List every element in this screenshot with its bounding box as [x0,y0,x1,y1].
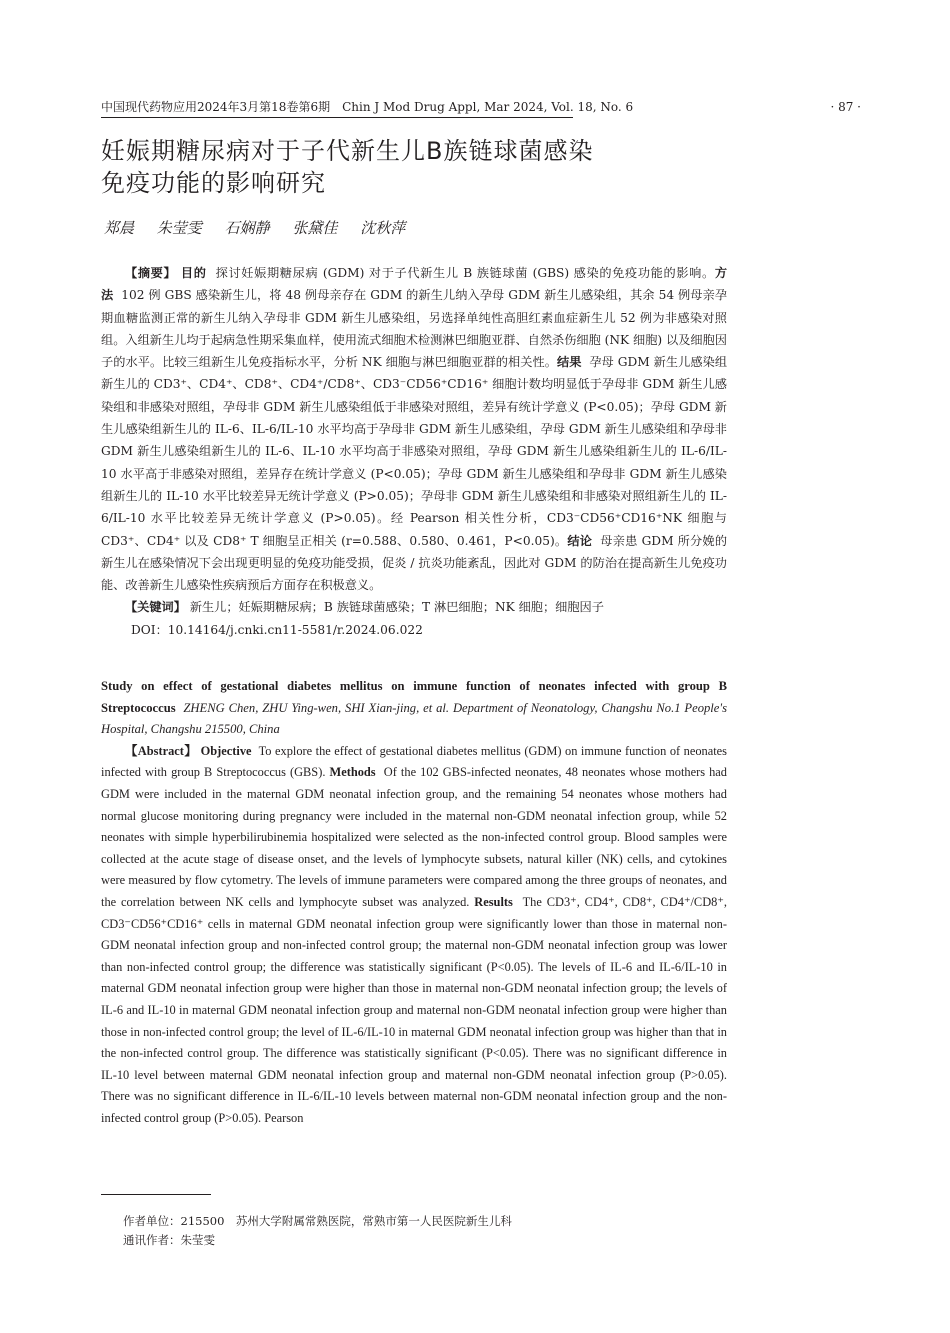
doi: DOI：10.14164/j.cnki.cn11-5581/r.2024.06.022 [131,622,423,637]
en-objective-text: To explore the effect of gestational diabetes mellitus (GDM) on immune function of neonates infected with group B Streptococcus (GBS). [101,743,728,780]
cn-methods-text: 102 例 GBS 感染新生儿，将 48 例母亲存在 GDM 的新生儿纳入孕母 GDM 新生儿感染组，其余 54 例母亲孕期血糖监测正常的新生儿纳入孕母非 GDM 新生儿感染组，另选择单纯性高胆红素血症新生儿 52 例为非感染对照组。入组新生儿均于起病急性期采集血样，使用流式细胞术检测淋巴细胞亚群、自然杀伤细胞 (NK 细胞) 以及细胞因子的水平。比较三组新生儿免疫指标水平，分析 NK 细胞与淋巴细胞亚群的相关性。 [101,288,728,370]
cn-abstract-label: 【摘要】 [125,266,177,280]
en-results-label: Results [474,894,513,909]
english-abstract [101,676,727,1129]
en-methods-text: Of the 102 GBS-infected neonates, 48 neonates whose mothers had GDM were included in the maternal GDM neonatal infection group, and the remaining 54 neonates whose mothers had normal glucose monitoring during pregnancy were included in the maternal non-GDM neonatal infection group, while 52 neonates with simple hyperbilirubinemia hospitalized were selected as the non-infected control group. Blood samples were collected at the acute stage of disease onset, and the levels of lymphocyte subsets, natural killer (NK) cells, and cytokines were measured by flow cytometry. The levels of immune parameters were compared among the three groups of neonates, and the correlation between NK cells and lymphocyte subset was analyzed. [101,765,728,909]
running-head [101,98,861,116]
article-title [101,135,741,199]
en-abstract-label: 【Abstract】 [125,743,198,758]
cn-abstract-body [101,262,727,596]
author: 石娴静 [224,219,270,237]
en-title: Study on effect of gestational diabetes mellitus on immune function of neonates infected with group B Streptococcus [101,679,727,715]
author-list [104,217,423,239]
en-title-paragraph [101,676,727,741]
author-affiliation: 作者单位：215500 苏州大学附属常熟医院，常熟市第一人民医院新生儿科 [123,1214,512,1228]
cn-objective-label: 目的 [180,266,207,280]
title-line-2: 免疫功能的影响研究 [101,169,326,197]
author: 朱莹雯 [156,219,202,237]
cn-results-text: 孕母 GDM 新生儿感染组新生儿的 CD3⁺、CD4⁺、CD8⁺、CD4⁺/CD8⁺、CD3⁻CD56⁺CD16⁺ 细胞计数均明显低于孕母非 GDM 新生儿感染组和非感染对照组，孕母非 GDM 新生儿感染组低于非感染对照组，差异有统计学意义 (P<0.05)；孕母 GDM 新生儿感染组新生儿的 IL-6、IL-6/IL-10 水平均高于孕母非 GDM 新生儿感染组，孕母 GDM 新生儿感染组和孕母非 GDM 新生儿感染组新生儿的 IL-6、IL-10 水平均高于非感染对照组，孕母 GDM 新生儿感染组新生儿的 IL-6/IL-10 水平高于非感染对照组，差异存在统计学意义 (P<0.05)；孕母 GDM 新生儿感染组和孕母非 GDM 新生儿感染组新生儿的 IL-10 水平比较差异无统计学意义 (P>0.05)；孕母非 GDM 新生儿感染组和非感染对照组新生儿的 IL-6/IL-10 水平比较差异无统计学意义 (P>0.05)。经 Pearson 相关性分析，CD3⁻CD56⁺CD16⁺NK 细胞与 CD3⁺、CD4⁺ 以及 CD8⁺ T 细胞呈正相关 (r=0.588、0.580、0.461，P<0.05)。 [101,355,728,548]
en-methods-label: Methods [329,765,376,780]
cn-keywords-label: 【关键词】 [125,600,186,615]
cn-conclusion-label: 结论 [567,533,593,548]
author: 郑晨 [104,219,135,237]
author: 张黛佳 [292,219,338,237]
en-abstract-body [101,741,727,1130]
footnote-rule [101,1194,211,1195]
cn-keywords [101,596,727,618]
cn-methods-label: 方法 [101,266,728,303]
page-number: · 87 · [830,100,861,114]
title-line-1: 妊娠期糖尿病对于子代新生儿B族链球菌感染 [101,137,594,165]
chinese-abstract [101,262,727,641]
cn-keywords-text: 新生儿；妊娠期糖尿病；B 族链球菌感染；T 淋巴细胞；NK 细胞；细胞因子 [189,600,604,615]
author: 沈秋萍 [360,219,406,237]
cn-conclusion-text: 母亲患 GDM 所分娩的新生儿在感染情况下会出现更明显的免疫功能受损，促炎 / 抗炎功能紊乱，因此对 GDM 的防治在提高新生儿免疫功能、改善新生儿感染性疾病预后方面存在积极意义。 [101,533,728,593]
en-objective-label: Objective [200,743,252,758]
en-authors-affiliation: ZHENG Chen, ZHU Ying-wen, SHI Xian-jing, et al. Department of Neonatology, Changshu No.1 People's Hospital, Changshu 215500, China [101,700,727,737]
cn-results-label: 结果 [556,355,582,370]
cn-objective-text: 探讨妊娠期糖尿病 (GDM) 对于子代新生儿 B 族链球菌 (GBS) 感染的免疫功能的影响。 [215,266,715,280]
journal-citation: 中国现代药物应用2024年3月第18卷第6期 Chin J Mod Drug Appl, Mar 2024, Vol. 18, No. 6 [101,100,634,114]
en-results-text: The CD3⁺, CD4⁺, CD8⁺, CD4⁺/CD8⁺, CD3⁻CD56⁺CD16⁺ cells in maternal GDM neonatal infection group were significantly lower than those in maternal non-GDM neonatal infection group and non-infected control group; the maternal non-GDM neonatal infection group was lower than non-infected control group; the difference was statistically significant (P<0.05). The levels of IL-6 and IL-6/IL-10 in maternal GDM neonatal infection group were higher than those in maternal non-GDM neonatal infection group; the levels of IL-6 and IL-10 in maternal GDM neonatal infection group and maternal non-GDM neonatal infection group were higher than those in non-infected control group; the level of IL-6/IL-10 in maternal GDM neonatal infection group was higher than that in the non-infected control group. The difference was statistically significant (P<0.05). There was no significant difference in IL-10 level between maternal GDM neonatal infection group and maternal non-GDM neonatal infection group (P>0.05). There was no significant difference in IL-6/IL-10 levels between maternal non-GDM neonatal infection group and the non-infected control group (P>0.05). Pearson [101,894,727,1125]
header-rule [101,117,573,118]
footnote [123,1212,512,1250]
corresponding-author: 通讯作者：朱莹雯 [123,1233,215,1247]
